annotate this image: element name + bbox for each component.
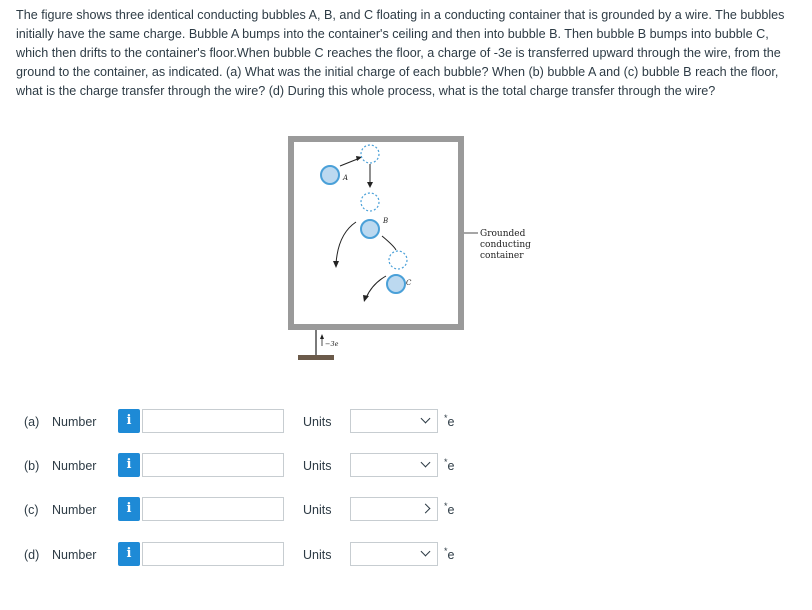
answer-row-d <box>0 542 812 570</box>
chevron-right-icon <box>421 504 431 514</box>
number-input[interactable] <box>142 542 284 566</box>
chevron-down-icon <box>421 458 431 468</box>
bubble-a <box>321 166 339 184</box>
unit-suffix: *e <box>444 546 455 563</box>
bubble-c <box>387 275 405 293</box>
units-select[interactable] <box>350 409 438 433</box>
chevron-down-icon <box>421 547 431 557</box>
answer-row-b <box>0 453 812 481</box>
wire-charge-label: −3e <box>325 340 339 348</box>
number-input[interactable] <box>142 409 284 433</box>
info-icon[interactable]: i <box>118 542 140 566</box>
number-label: Number <box>52 415 97 429</box>
label-c: C <box>406 279 412 287</box>
ground-symbol <box>298 355 334 360</box>
bubbles-figure <box>286 134 576 366</box>
units-select[interactable] <box>350 542 438 566</box>
number-input[interactable] <box>142 453 284 477</box>
units-select[interactable] <box>350 497 438 521</box>
part-label: (a) <box>24 415 40 429</box>
number-label: Number <box>52 548 97 562</box>
units-label: Units <box>303 415 332 429</box>
units-select[interactable] <box>350 453 438 477</box>
info-icon[interactable]: i <box>118 409 140 433</box>
info-icon[interactable]: i <box>118 453 140 477</box>
units-label: Units <box>303 503 332 517</box>
container-label-line3: container <box>480 251 524 261</box>
container-label-line2: conducting <box>480 240 531 250</box>
answer-row-c <box>0 497 812 525</box>
chevron-down-icon <box>421 414 431 424</box>
answer-row-a <box>0 409 812 437</box>
number-input[interactable] <box>142 497 284 521</box>
units-label: Units <box>303 548 332 562</box>
part-label: (c) <box>24 503 39 517</box>
container-label-line1: Grounded <box>480 229 526 239</box>
info-icon[interactable]: i <box>118 497 140 521</box>
label-b: B <box>383 217 389 225</box>
part-label: (d) <box>24 548 40 562</box>
number-label: Number <box>52 459 97 473</box>
part-label: (b) <box>24 459 40 473</box>
unit-suffix: *e <box>444 413 455 430</box>
units-label: Units <box>303 459 332 473</box>
bubble-b <box>361 220 379 238</box>
unit-suffix: *e <box>444 457 455 474</box>
question-text: The figure shows three identical conducting bubbles A, B, and C floating in a conducting container that is grounded by a wire. The bubbles initially have the same charge. Bubble A bumps into the container's ceiling and then into bubble B. Then bubble B bumps into bubble C, which then drifts to the container's floor.When bubble C reaches the floor, a charge of -3e is transferred upward through the wire, from the ground to the container, as indicated. (a) What was the initial charge of each bubble? When (b) bubble A and (c) bubble B reach the floor, what is the charge transfer through the wire? (d) During this whole process, what is the total charge transfer through the wire? <box>16 8 785 98</box>
number-label: Number <box>52 503 97 517</box>
unit-suffix: *e <box>444 501 455 518</box>
label-a: A <box>343 174 349 182</box>
